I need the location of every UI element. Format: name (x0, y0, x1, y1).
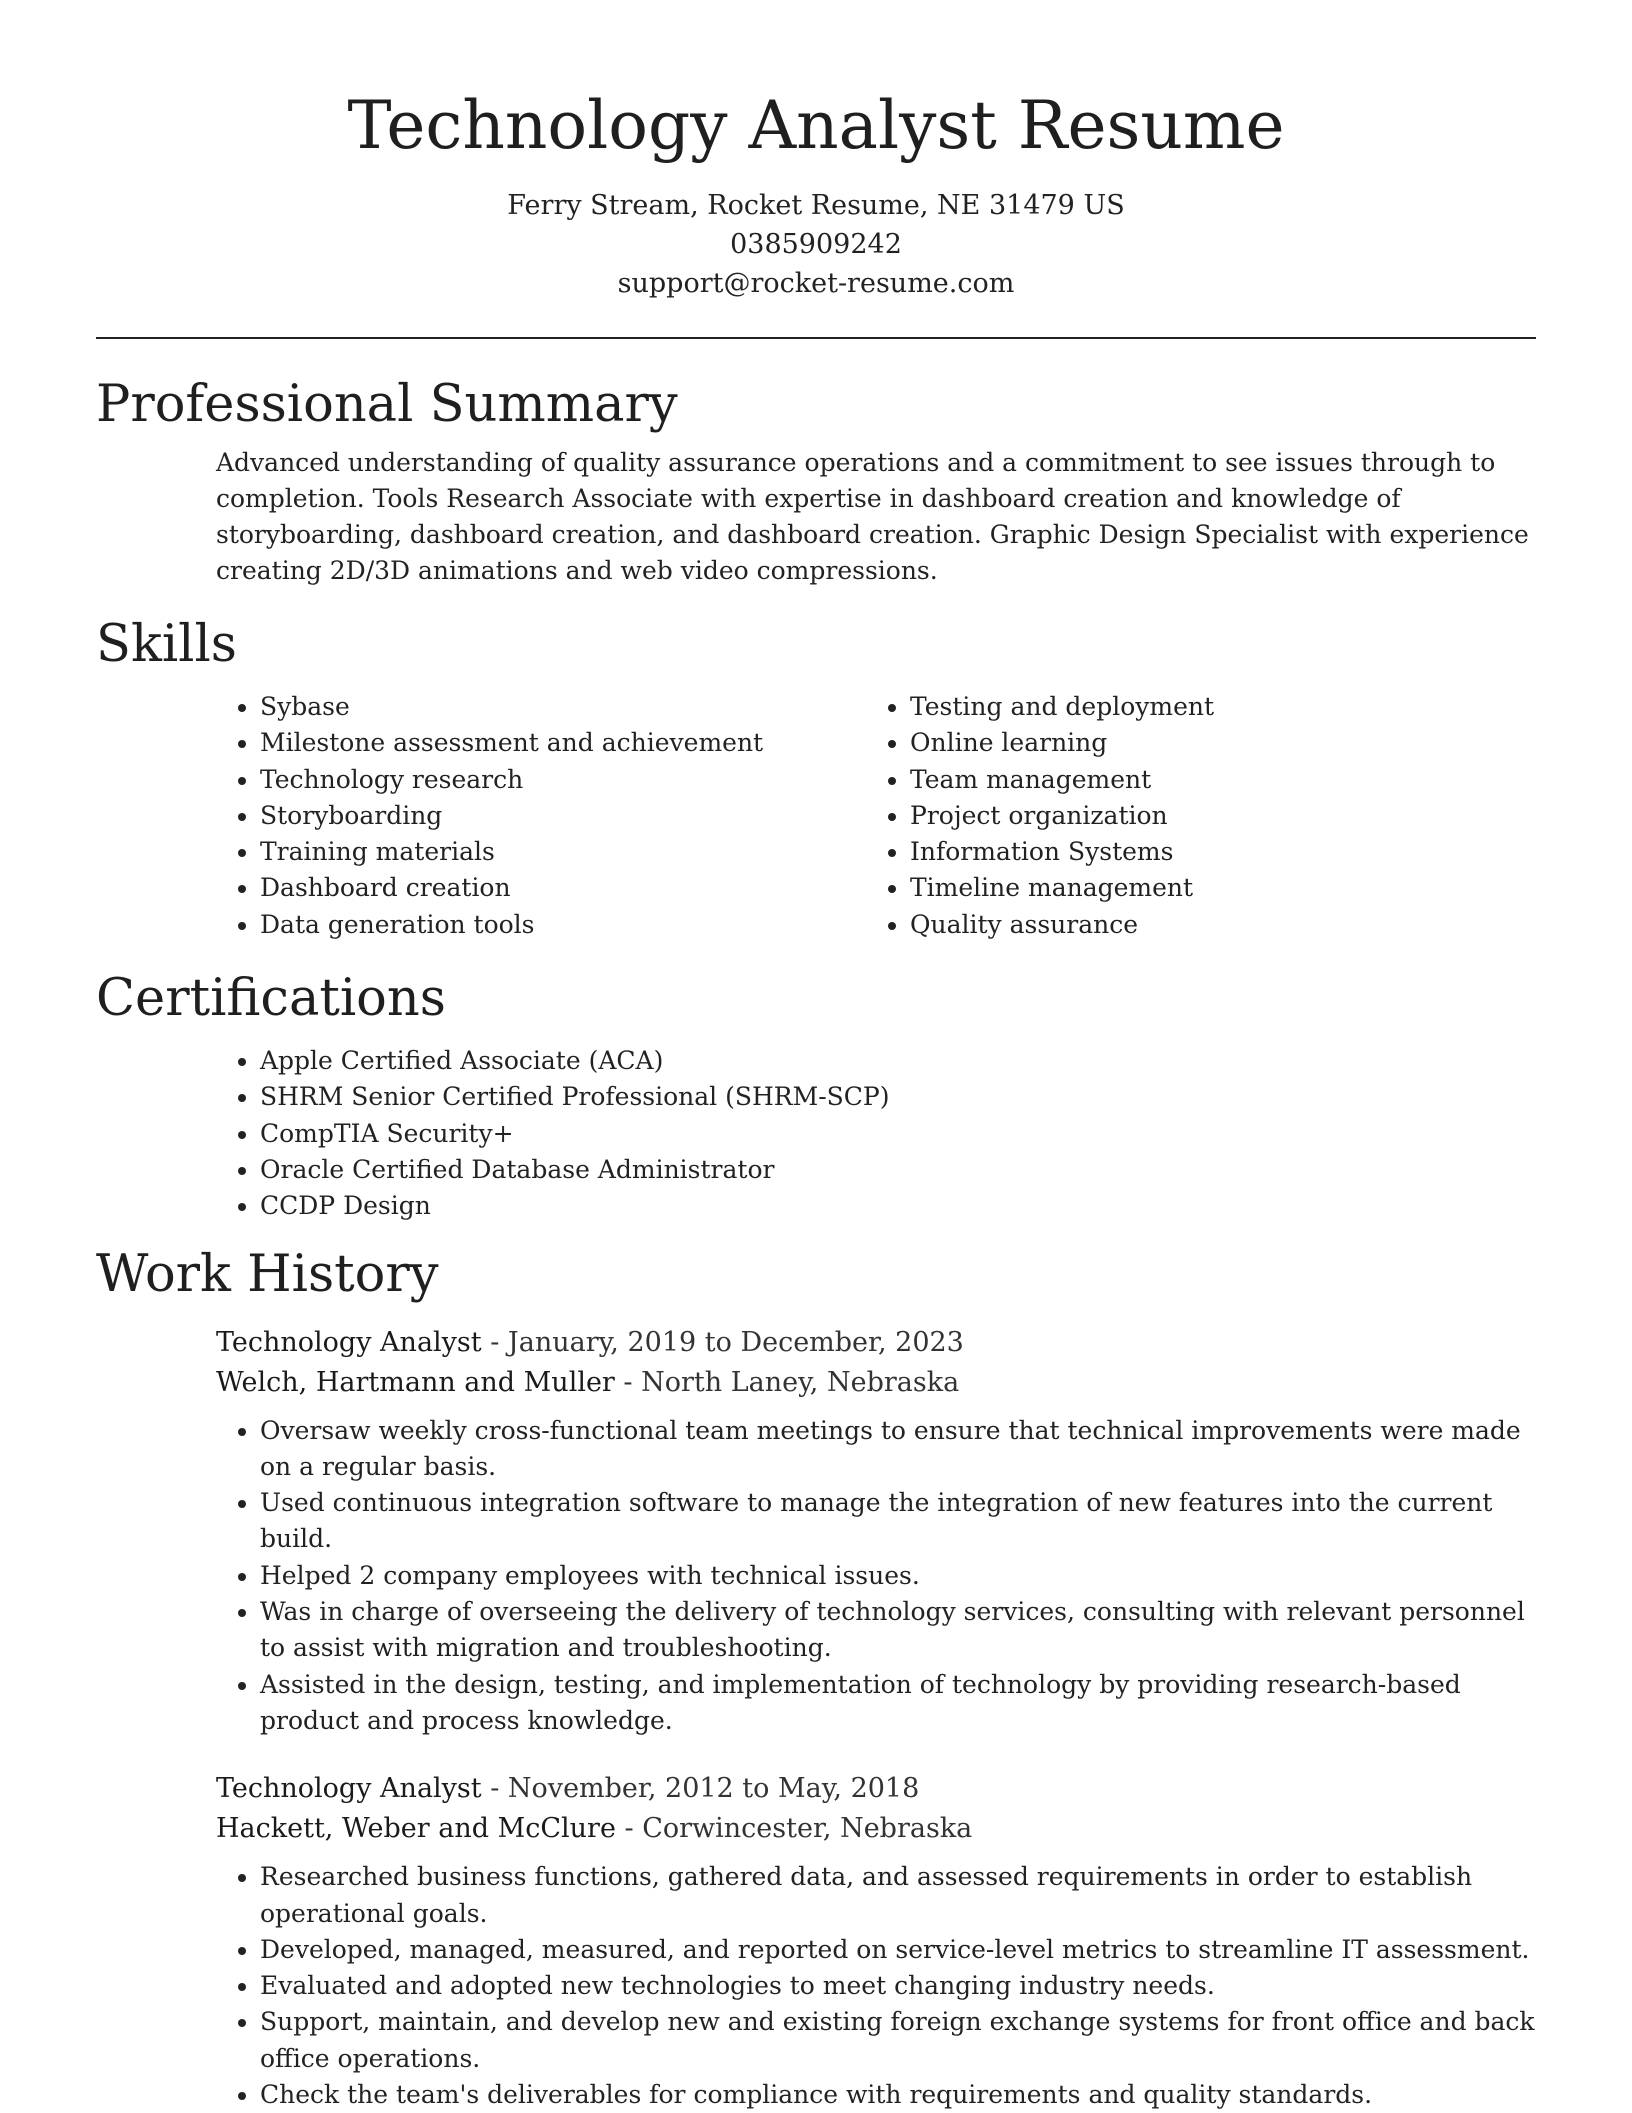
header-divider (96, 337, 1536, 339)
job-title: Technology Analyst (216, 1326, 482, 1358)
skill-item: • Information Systems (910, 834, 1516, 870)
job-bullet: • Was in charge of overseeing the delivery of technology services, consulting with relevant personnel to assist with migration and troubleshooting. (260, 1594, 1536, 1667)
certification-item: • Apple Certified Associate (ACA) (260, 1043, 1536, 1079)
skill-item: • Quality assurance (910, 907, 1516, 943)
resume-page (96, 0, 1536, 2113)
contact-address: Ferry Stream, Rocket Resume, NE 31479 US (507, 190, 1125, 221)
certification-item: • Oracle Certified Database Administrator (260, 1152, 1536, 1188)
job-bullet: • Assisted in the design, testing, and implementation of technology by providing research-based product and process knowledge. (260, 1667, 1536, 1740)
job-bullets (216, 1413, 1536, 1740)
job-title: Technology Analyst (216, 1773, 482, 1805)
job-bullet: • Evaluated and adopted new technologies to meet changing industry needs. (260, 1968, 1536, 2004)
skills-column-right (866, 689, 1516, 943)
skills-list-left (216, 689, 866, 943)
certifications-list-wrap (216, 1043, 1536, 1224)
job-bullet: • Support, maintain, and develop new and existing foreign exchange systems for front office and back office operations. (260, 2004, 1536, 2077)
skill-item: • Technology research (260, 762, 866, 798)
certification-item: • CompTIA Security+ (260, 1116, 1536, 1152)
skill-item: • Dashboard creation (260, 870, 866, 906)
skill-item: • Online learning (910, 725, 1516, 761)
skills-column-left (216, 689, 866, 943)
skill-item: • Sybase (260, 689, 866, 725)
skill-item: • Data generation tools (260, 907, 866, 943)
skill-item: • Training materials (260, 834, 866, 870)
resume-header (96, 0, 1536, 303)
certification-item: • SHRM Senior Certified Professional (SHRM-SCP) (260, 1079, 1536, 1115)
job-bullet: • Oversaw weekly cross-functional team meetings to ensure that technical improvements were made on a regular basis. (260, 1413, 1536, 1486)
contact-phone: 0385909242 (730, 229, 902, 260)
work-history-section (96, 1245, 1536, 2113)
job-entry (216, 1323, 1536, 1740)
job-bullets (216, 1859, 1536, 2113)
job-company-line (216, 1809, 1536, 1849)
job-dates: - November, 2012 to May, 2018 (481, 1773, 920, 1805)
job-company: Hackett, Weber and McClure (216, 1813, 616, 1845)
skills-section (96, 615, 1536, 943)
contact-email: support@rocket-resume.com (617, 268, 1015, 299)
job-entry (216, 1769, 1536, 2113)
skill-item: • Testing and deployment (910, 689, 1516, 725)
skill-item: • Storyboarding (260, 798, 866, 834)
summary-heading: Professional Summary (96, 375, 678, 434)
job-dates: - January, 2019 to December, 2023 (481, 1326, 964, 1358)
certifications-list (216, 1043, 1536, 1224)
job-company-line (216, 1363, 1536, 1403)
skill-item: • Team management (910, 762, 1516, 798)
skills-columns (216, 689, 1536, 943)
certifications-section (96, 969, 1536, 1224)
skill-item: • Timeline management (910, 870, 1516, 906)
job-bullet: • Developed, managed, measured, and reported on service-level metrics to streamline IT assessment. (260, 1932, 1536, 1968)
job-title-line (216, 1769, 1536, 1809)
skills-heading: Skills (96, 615, 237, 674)
resume-title: Technology Analyst Resume (347, 87, 1285, 164)
summary-text: Advanced understanding of quality assurance operations and a commitment to see issues through to completion. Tools Research Associate with expertise in dashboard creation and knowledge of storyboarding, dashboard creation, and dashboard creation. Graphic Design Specialist with experience creating 2D/3D animations and web video compressions. (216, 448, 1529, 585)
certifications-heading: Certifications (96, 969, 446, 1029)
skills-list-right (866, 689, 1516, 943)
job-bullet: • Check the team's deliverables for compliance with requirements and quality standards. (260, 2077, 1536, 2113)
skill-item: • Project organization (910, 798, 1516, 834)
job-location: - North Laney, Nebraska (614, 1366, 960, 1398)
certification-item: • CCDP Design (260, 1188, 1536, 1224)
summary-section (96, 375, 1536, 589)
skill-item: • Milestone assessment and achievement (260, 725, 866, 761)
job-location: - Corwincester, Nebraska (615, 1813, 973, 1845)
work-history-heading: Work History (96, 1244, 439, 1304)
job-bullet: • Helped 2 company employees with technical issues. (260, 1558, 1536, 1594)
contact-info (96, 186, 1536, 303)
job-bullet: • Used continuous integration software to manage the integration of new features into the current build. (260, 1485, 1536, 1558)
job-title-line (216, 1323, 1536, 1363)
job-bullet: • Researched business functions, gathered data, and assessed requirements in order to establish operational goals. (260, 1859, 1536, 1932)
job-company: Welch, Hartmann and Muller (216, 1366, 615, 1398)
